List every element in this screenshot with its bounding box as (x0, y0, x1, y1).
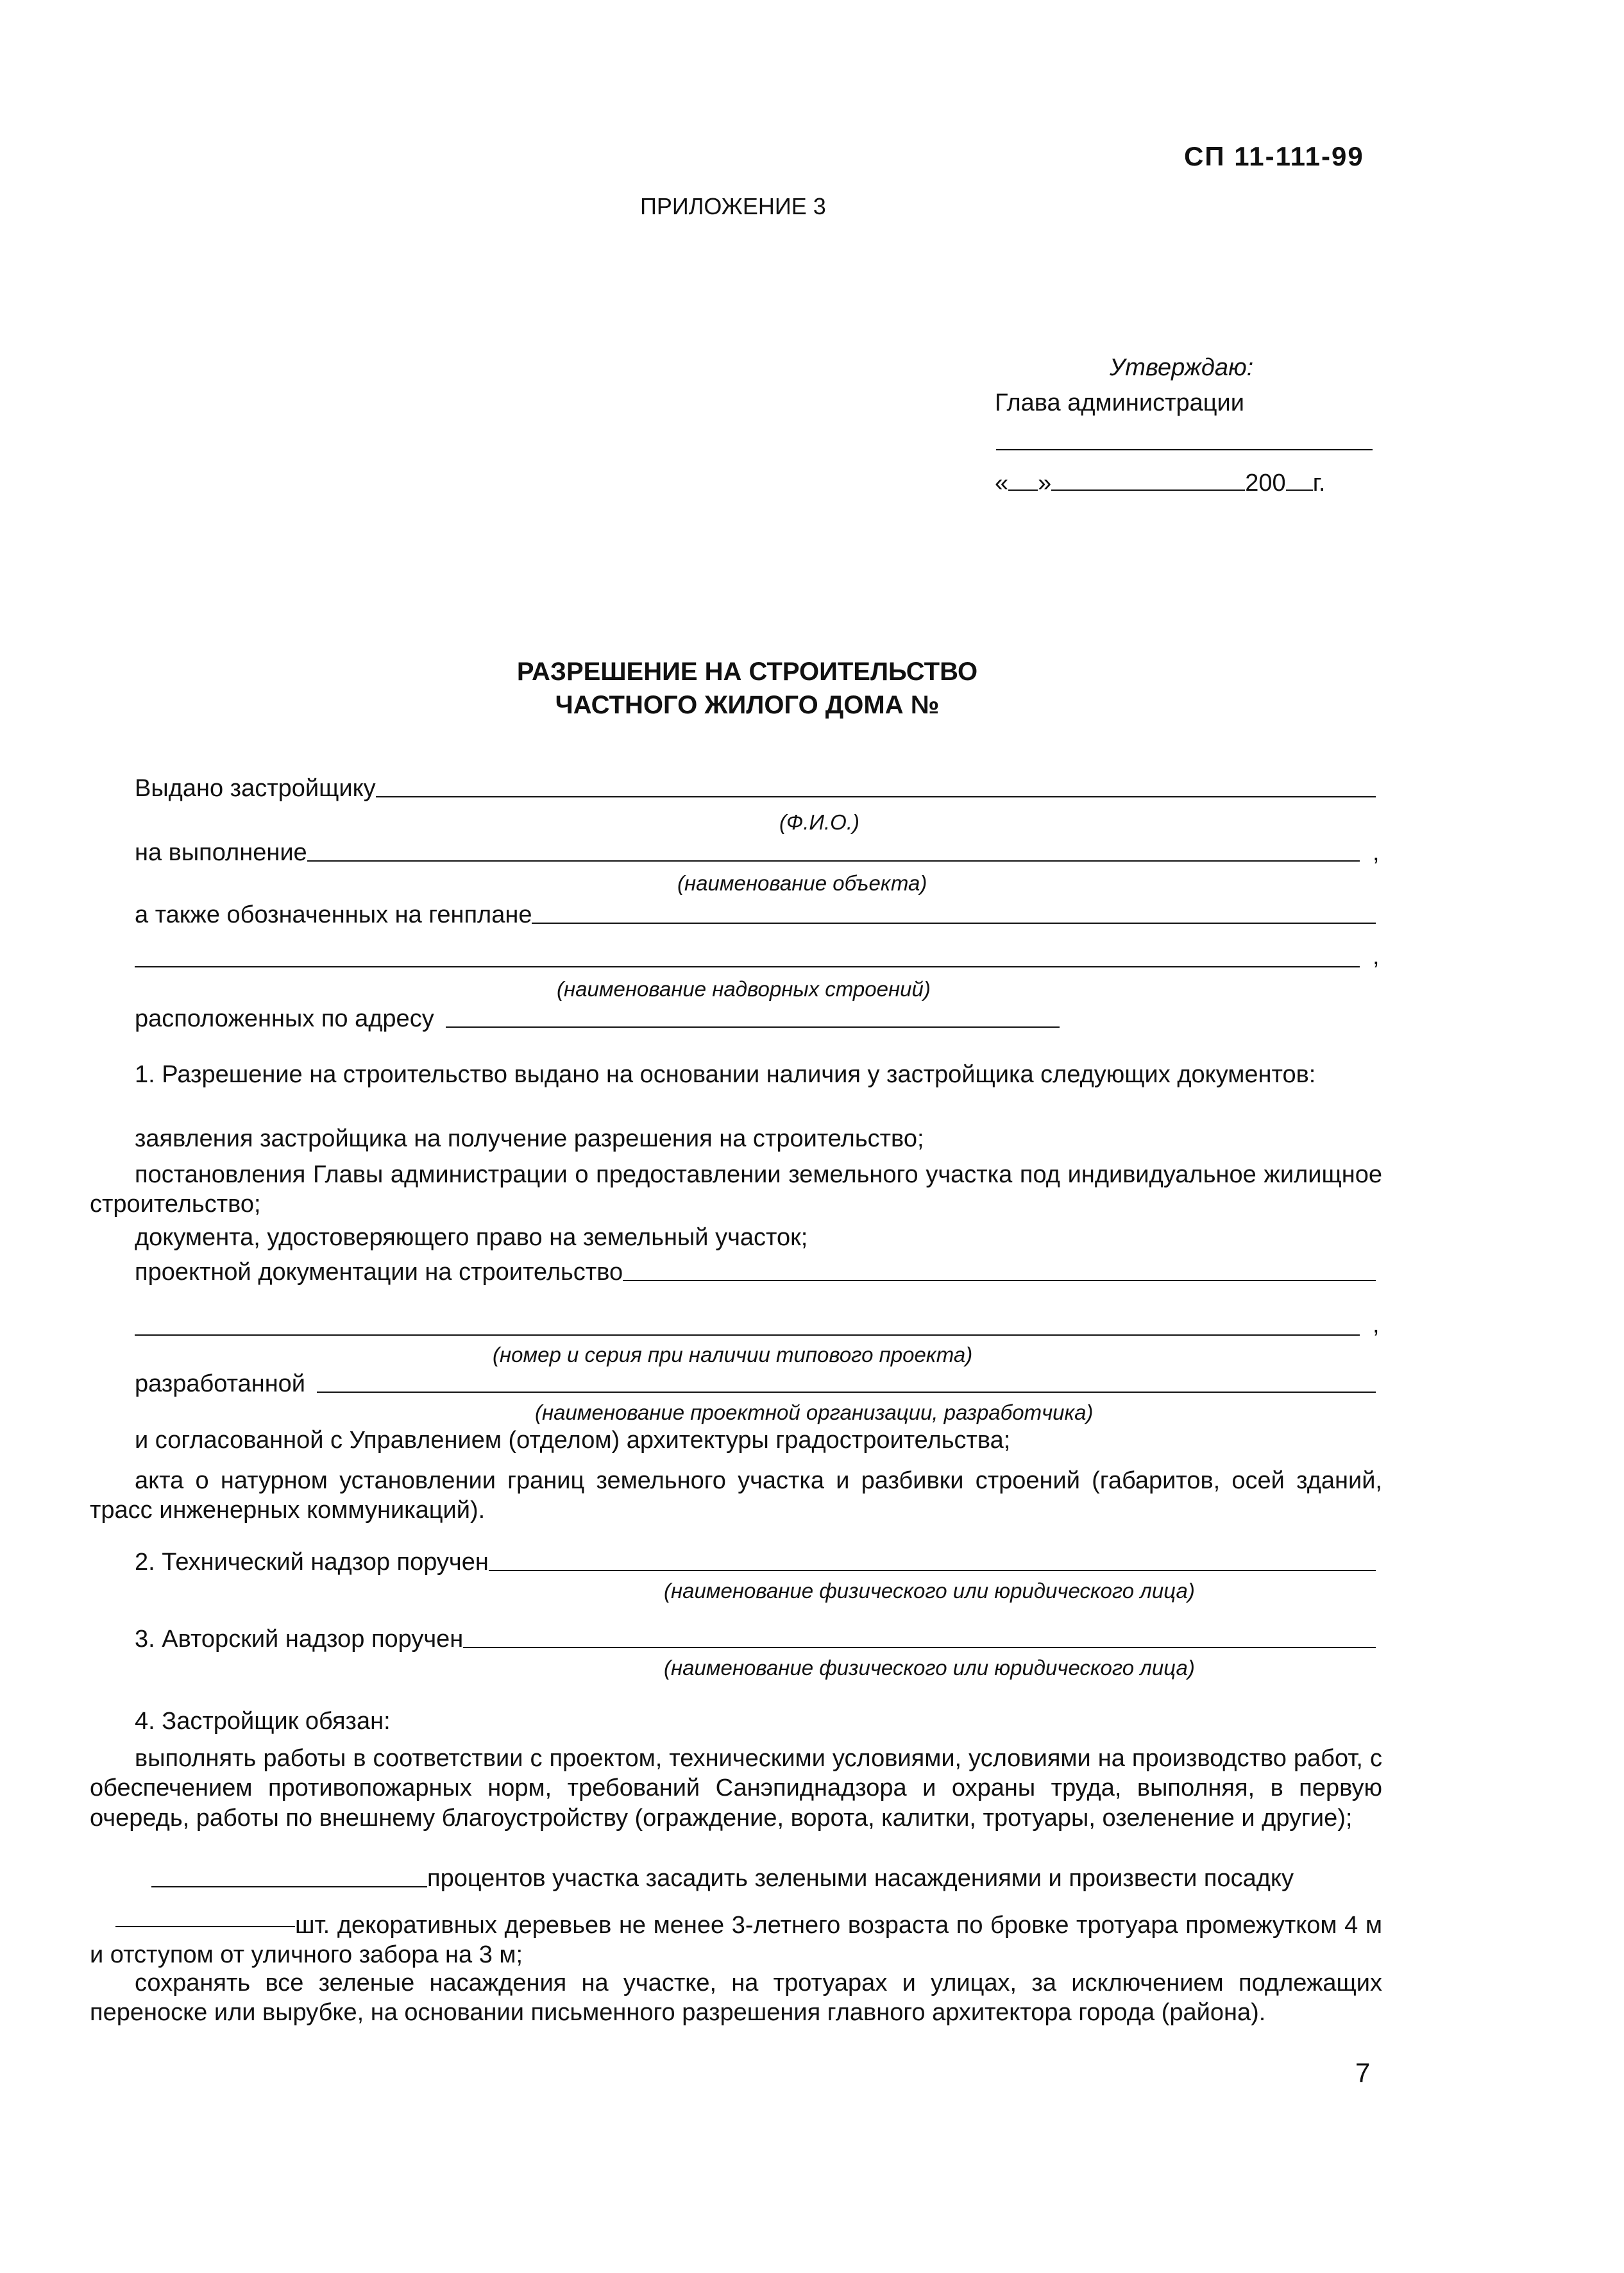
item-agreed: и согласованной с Управлением (отделом) архитектуры градостроительства; (135, 1427, 1011, 1454)
section-2-row (135, 1547, 1376, 1577)
developed-row (135, 1369, 1376, 1399)
document-title-line-1: РАЗРЕШЕНИЕ НА СТРОИТЕЛЬСТВО (516, 658, 978, 686)
item-document: документа, удостоверяющего право на земельный участок; (135, 1224, 808, 1251)
for-work-label: на выполнение (135, 839, 307, 866)
page-number: 7 (1355, 2057, 1371, 2088)
section-3-caption: (наименование физического или юридического лица) (664, 1656, 1195, 1680)
object-name-field[interactable] (307, 860, 1360, 862)
date-open-quote: « (995, 470, 1009, 497)
address-field[interactable] (446, 1026, 1060, 1028)
section-1-intro-text: 1. Разрешение на строительство выдано на основании наличия у застройщика следующих документов: (135, 1061, 1316, 1088)
trees-text: шт. декоративных деревьев не менее 3-летнего возраста по бровке тротуара промежутком 4 м и отступом от уличного забора на 3 м; (90, 1912, 1382, 1969)
trees-count-field[interactable] (115, 1926, 295, 1927)
trees-paragraph (90, 1911, 1382, 1970)
approval-date (995, 468, 1325, 498)
date-month-blank[interactable] (1051, 490, 1245, 491)
document-title-line-2: ЧАСТНОГО ЖИЛОГО ДОМА № (555, 691, 940, 719)
for-work-row (135, 838, 1360, 867)
section-2-label: 2. Технический надзор поручен (135, 1549, 489, 1576)
project-caption: (номер и серия при наличии типового проекта) (493, 1343, 973, 1366)
preserve-text: сохранять все зеленые насаждения на участке, на тротуарах и улицах, за исключением подлежащих переноске или вырубке, на основании письменного разрешения главного архитектора города (района). (90, 1970, 1382, 2027)
technical-supervision-field[interactable] (489, 1570, 1376, 1571)
for-work-comma: , (1373, 839, 1380, 866)
project-series-field[interactable] (135, 1334, 1360, 1336)
for-work-caption: (наименование объекта) (677, 871, 927, 895)
also-marked-row (135, 900, 1376, 930)
item-act (90, 1466, 1382, 1526)
approve-label: Утверждаю: (1110, 354, 1254, 381)
issued-to-row (135, 774, 1376, 803)
developer-field[interactable] (317, 1392, 1376, 1393)
section-1-intro (90, 1060, 1382, 1089)
section-4-label: 4. Застройщик обязан: (135, 1708, 391, 1735)
duty-work (90, 1744, 1382, 1833)
percent-field[interactable] (151, 1886, 427, 1887)
item-application: заявления застройщика на получение разрешения на строительство; (135, 1125, 924, 1152)
section-2-caption: (наименование физического или юридического лица) (664, 1579, 1195, 1603)
issued-to-caption: (Ф.И.О.) (779, 810, 859, 834)
date-day-blank[interactable] (1008, 490, 1038, 491)
duty-work-text: выполнять работы в соответствии с проектом, техническими условиями, условиями на производство работ, с обеспечением противопожарных норм, требований Санэпиднадзора и охраны труда, выполняя, в первую очередь, работы по внешнему благоустройству (ограждение, ворота, калитки, тротуары, озеленение и другие); (90, 1745, 1382, 1832)
item-resolution-text: постановления Главы администрации о предоставлении земельного участка под индивидуальное жилищное строительство; (90, 1161, 1382, 1218)
developed-label: разработанной (135, 1370, 306, 1397)
date-year-blank[interactable] (1286, 490, 1313, 491)
signature-line[interactable] (996, 449, 1373, 450)
project-row (135, 1257, 1376, 1287)
project-field[interactable] (623, 1280, 1376, 1281)
percent-row (151, 1864, 1370, 1893)
issued-to-field[interactable] (376, 796, 1376, 797)
item-project-label: проектной документации на строительство (135, 1259, 623, 1286)
also-marked-label: а также обозначенных на генплане (135, 901, 532, 928)
item-resolution (90, 1160, 1382, 1220)
head-of-administration: Глава администрации (995, 389, 1244, 416)
located-at-row (135, 1004, 1060, 1034)
developed-caption: (наименование проектной организации, разработчика) (535, 1400, 1094, 1424)
date-year-suffix: г. (1312, 470, 1326, 497)
project-comma: , (1373, 1311, 1380, 1338)
preserve-paragraph (90, 1968, 1382, 2028)
issued-to-label: Выдано застройщику (135, 775, 376, 802)
percent-text: процентов участка засадить зелеными насаждениями и произвести посадку (427, 1865, 1294, 1892)
item-act-text: акта о натурном установлении границ земельного участка и разбивки строений (габаритов, осей зданий, трасс инженерных коммуникаций). (90, 1467, 1382, 1524)
document-code: СП 11-111-99 (1184, 141, 1364, 171)
outbuildings-field[interactable] (135, 966, 1360, 967)
section-3-label: 3. Авторский надзор поручен (135, 1626, 464, 1653)
date-close-quote: » (1038, 470, 1052, 497)
appendix-label: ПРИЛОЖЕНИЕ 3 (640, 193, 826, 219)
located-at-label: расположенных по адресу (135, 1005, 434, 1032)
date-year-prefix: 200 (1245, 470, 1286, 497)
author-supervision-field[interactable] (463, 1647, 1376, 1648)
genplan-field[interactable] (532, 923, 1376, 924)
section-3-row (135, 1624, 1376, 1654)
outbuildings-caption: (наименование надворных строений) (557, 977, 931, 1001)
outbuildings-comma: , (1373, 943, 1380, 970)
